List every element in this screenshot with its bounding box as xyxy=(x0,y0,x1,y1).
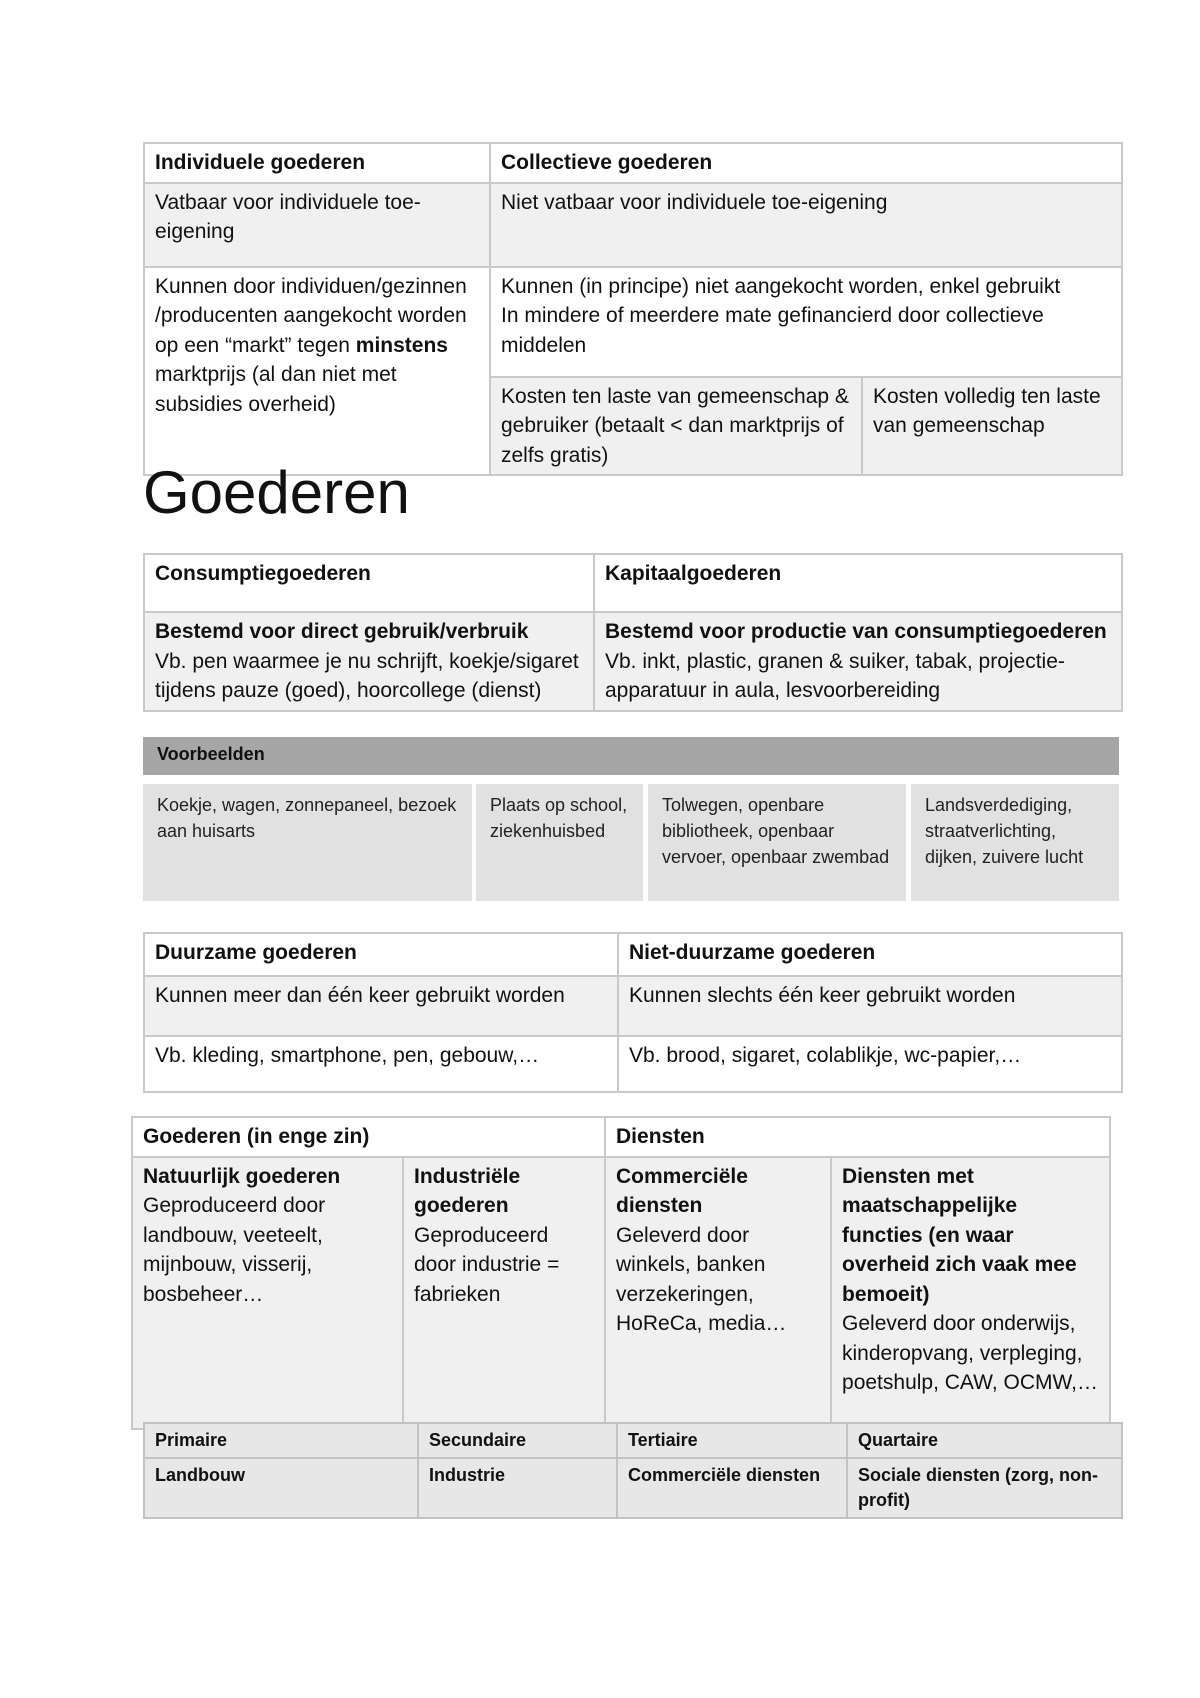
table-row xyxy=(144,1458,1122,1518)
capital-goods-header: Kapitaalgoederen xyxy=(594,554,1122,612)
durable-goods-header: Duurzame goederen xyxy=(144,933,618,976)
sector-header: Secundaire xyxy=(418,1423,617,1458)
table-row xyxy=(144,183,1122,267)
durable-goods-table xyxy=(143,932,1123,1093)
table-row xyxy=(132,1157,1110,1429)
sector-value: Sociale diensten (zorg, non-profit) xyxy=(847,1458,1122,1518)
goods-narrow-header: Goederen (in enge zin) xyxy=(132,1117,605,1157)
non-durable-definition-cell: Kunnen slechts één keer gebruikt worden xyxy=(618,976,1122,1036)
sector-value: Commerciële diensten xyxy=(617,1458,847,1518)
shared-cost-cell: Kosten ten laste van gemeenschap & gebruiker (betaalt < dan marktprijs of zelfs gratis) xyxy=(490,377,862,476)
sector-header: Quartaire xyxy=(847,1423,1122,1458)
durable-definition-cell: Kunnen meer dan één keer gebruikt worden xyxy=(144,976,618,1036)
natural-goods-cell: Natuurlijk goederen Geproduceerd door landbouw, veeteelt, mijnbouw, visserij, bosbeheer… xyxy=(132,1157,403,1429)
page-title: Goederen xyxy=(143,459,410,526)
table-row xyxy=(144,612,1122,711)
sector-header: Tertiaire xyxy=(617,1423,847,1458)
table-row xyxy=(144,1036,1122,1092)
individual-goods-header: Individuele goederen xyxy=(144,143,490,183)
table-header-row xyxy=(144,933,1122,976)
goods-services-table xyxy=(131,1116,1111,1430)
capital-goods-cell: Bestemd voor productie van consumptiegoederen Vb. inkt, plastic, granen & suiker, tabak, projectie-apparatuur in aula, lesvoorbereiding xyxy=(594,612,1122,711)
non-durable-goods-header: Niet-duurzame goederen xyxy=(618,933,1122,976)
table-header-row xyxy=(144,1423,1122,1458)
consumption-goods-cell: Bestemd voor direct gebruik/verbruik Vb. pen waarmee je nu schrijft, koekje/sigaret tijdens pauze (goed), hoorcollege (dienst) xyxy=(144,612,594,711)
collective-financing-cell: Kunnen (in principe) niet aangekocht worden, enkel gebruikt In mindere of meerdere mate gefinancierd door collectieve middelen xyxy=(490,267,1122,377)
market-purchase-cell: Kunnen door individuen/gezinnen /producenten aangekocht worden op een “markt” tegen minstens marktprijs (al dan niet met subsidies overheid) xyxy=(144,267,490,476)
table-header-row xyxy=(132,1117,1110,1157)
collective-goods-header: Collectieve goederen xyxy=(490,143,1122,183)
sectors-table xyxy=(143,1422,1123,1519)
table-header-row xyxy=(144,143,1122,183)
durable-examples-cell: Vb. kleding, smartphone, pen, gebouw,… xyxy=(144,1036,618,1092)
industrial-goods-cell: Industriële goederen Geproduceerd door industrie = fabrieken xyxy=(403,1157,605,1429)
sector-value: Landbouw xyxy=(144,1458,418,1518)
social-services-cell: Diensten met maatschappelijke functies (en waar overheid zich vaak mee bemoeit) Geleverd door onderwijs, kinderopvang, verpleging, poetshulp, CAW, OCMW,… xyxy=(831,1157,1110,1429)
services-header: Diensten xyxy=(605,1117,1110,1157)
non-appropriable-cell: Niet vatbaar voor individuele toe-eigening xyxy=(490,183,1122,267)
consumption-capital-table xyxy=(143,553,1123,712)
appropriable-cell: Vatbaar voor individuele toe-eigening xyxy=(144,183,490,267)
non-durable-examples-cell: Vb. brood, sigaret, colablikje, wc-papier,… xyxy=(618,1036,1122,1092)
individual-collective-table xyxy=(143,142,1123,476)
minstens-emphasis: minstens xyxy=(355,333,448,357)
sector-value: Industrie xyxy=(418,1458,617,1518)
consumption-goods-header: Consumptiegoederen xyxy=(144,554,594,612)
example-box: Landsverdediging, straatverlichting, dijken, zuivere lucht xyxy=(911,784,1119,901)
table-row xyxy=(144,267,1122,377)
example-box: Tolwegen, openbare bibliotheek, openbaar vervoer, openbaar zwembad xyxy=(648,784,906,901)
commercial-services-cell: Commerciële diensten Geleverd door winkels, banken verzekeringen, HoReCa, media… xyxy=(605,1157,831,1429)
examples-header: Voorbeelden xyxy=(143,737,1119,775)
sector-header: Primaire xyxy=(144,1423,418,1458)
full-community-cost-cell: Kosten volledig ten laste van gemeenschap xyxy=(862,377,1122,476)
table-row xyxy=(144,976,1122,1036)
example-box: Plaats op school, ziekenhuisbed xyxy=(476,784,643,901)
table-header-row xyxy=(144,554,1122,612)
example-box: Koekje, wagen, zonnepaneel, bezoek aan huisarts xyxy=(143,784,472,901)
